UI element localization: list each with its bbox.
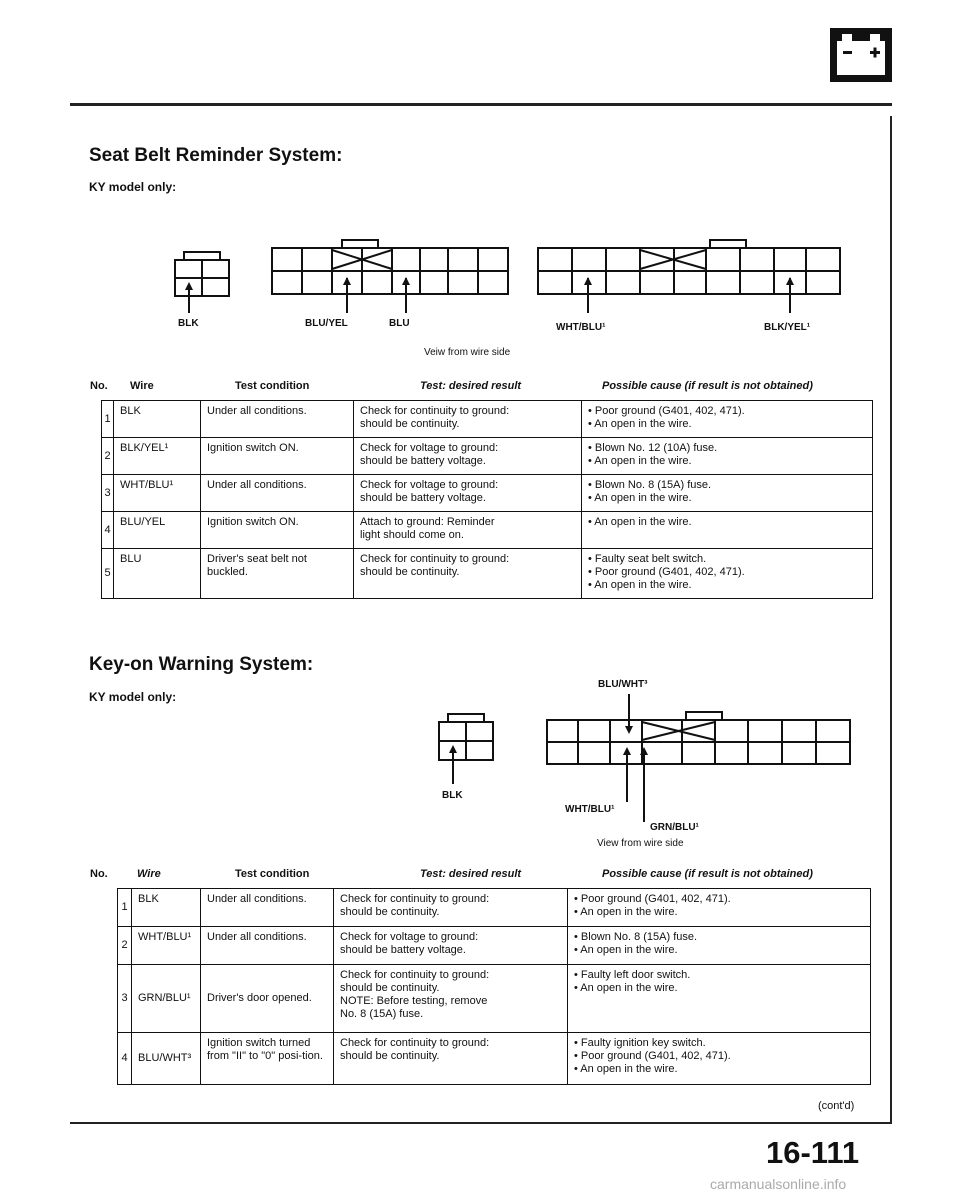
key-on-title: Key-on Warning System: [89, 654, 314, 675]
seat-belt-connector-diagram [170, 228, 850, 323]
result-cell: Check for continuity to ground: should be continuity. NOTE: Before testing, remove No. 8 (15A) fuse. [334, 965, 568, 1033]
key-on-connector-diagram [430, 694, 860, 844]
table-row [118, 1033, 871, 1085]
wire-cell: GRN/BLU¹ [132, 965, 201, 1033]
col-head-no: No. [90, 380, 108, 392]
col-head-desired-result: Test: desired result [420, 380, 522, 392]
wire-cell: BLK/YEL¹ [114, 438, 201, 475]
cause-cell: • Blown No. 12 (10A) fuse. • An open in the wire. [582, 438, 873, 475]
seat-belt-model-note: KY model only: [89, 180, 177, 194]
col-head-no: No. [90, 868, 108, 880]
result-cell: Check for continuity to ground: should be continuity. [334, 889, 568, 927]
seat-belt-table [101, 400, 873, 599]
key-on-caption: View from wire side [597, 838, 684, 849]
col-head-possible-cause: Possible cause (if result is not obtained) [602, 380, 813, 392]
wire-cell: WHT/BLU¹ [114, 475, 201, 512]
col-head-test-condition: Test condition [235, 868, 310, 880]
row-number: 2 [102, 438, 114, 475]
condition-cell: Driver's door opened. [201, 965, 334, 1033]
row-number: 3 [102, 475, 114, 512]
col-head-wire: Wire [130, 380, 154, 392]
table-row [118, 965, 871, 1033]
seat-belt-caption: Veiw from wire side [424, 347, 511, 358]
wire-cell: BLU/WHT³ [132, 1033, 201, 1085]
right-rule [890, 116, 892, 1122]
wire-label-blu: BLU [389, 318, 410, 329]
cause-cell: • Faulty left door switch. • An open in the wire. [568, 965, 871, 1033]
table-row [102, 475, 873, 512]
wire-label-blk-yel: BLK/YEL¹ [764, 322, 811, 333]
row-number: 5 [102, 549, 114, 599]
result-cell: Check for voltage to ground: should be battery voltage. [354, 438, 582, 475]
table-row [102, 549, 873, 599]
wire-cell: BLU/YEL [114, 512, 201, 549]
condition-cell: Under all conditions. [201, 927, 334, 965]
result-cell: Check for continuity to ground: should be continuity. [334, 1033, 568, 1085]
result-cell: Attach to ground: Reminder light should come on. [354, 512, 582, 549]
wire-cell: BLU [114, 549, 201, 599]
page-number: 16-111 [766, 1135, 860, 1170]
battery-icon [830, 28, 892, 82]
cause-cell: • Poor ground (G401, 402, 471). • An open in the wire. [568, 889, 871, 927]
cause-cell: • Blown No. 8 (15A) fuse. • An open in the wire. [568, 927, 871, 965]
cause-cell: • Poor ground (G401, 402, 471). • An open in the wire. [582, 401, 873, 438]
bottom-rule [70, 1122, 892, 1124]
wire-label-wht-blu: WHT/BLU¹ [556, 322, 606, 333]
result-cell: Check for continuity to ground: should be continuity. [354, 549, 582, 599]
cause-cell: • Faulty seat belt switch. • Poor ground (G401, 402, 471). • An open in the wire. [582, 549, 873, 599]
wire-label-blu-wht: BLU/WHT³ [598, 679, 648, 690]
col-head-wire: Wire [137, 868, 161, 880]
condition-cell: Ignition switch turned from "II" to "0" posi-tion. [201, 1033, 334, 1085]
table-row [102, 401, 873, 438]
cause-cell: • An open in the wire. [582, 512, 873, 549]
wire-cell: WHT/BLU¹ [132, 927, 201, 965]
col-head-possible-cause: Possible cause (if result is not obtained) [602, 868, 813, 880]
condition-cell: Ignition switch ON. [201, 438, 354, 475]
cause-cell: • Blown No. 8 (15A) fuse. • An open in the wire. [582, 475, 873, 512]
wire-label-blu-yel: BLU/YEL [305, 318, 348, 329]
wire-label-key-on-wht-blu: WHT/BLU¹ [565, 804, 615, 815]
table-row [118, 927, 871, 965]
row-number: 4 [118, 1033, 132, 1085]
wire-cell: BLK [114, 401, 201, 438]
result-cell: Check for voltage to ground: should be battery voltage. [354, 475, 582, 512]
row-number: 1 [118, 889, 132, 927]
col-head-test-condition: Test condition [235, 380, 310, 392]
table-row [102, 512, 873, 549]
table-row [118, 889, 871, 927]
condition-cell: Ignition switch ON. [201, 512, 354, 549]
wire-label-key-on-blk: BLK [442, 790, 463, 801]
condition-cell: Under all conditions. [201, 889, 334, 927]
condition-cell: Driver's seat belt not buckled. [201, 549, 354, 599]
row-number: 4 [102, 512, 114, 549]
key-on-model-note: KY model only: [89, 690, 177, 704]
condition-cell: Under all conditions. [201, 475, 354, 512]
cause-cell: • Faulty ignition key switch. • Poor ground (G401, 402, 471). • An open in the wire. [568, 1033, 871, 1085]
result-cell: Check for voltage to ground: should be battery voltage. [334, 927, 568, 965]
continued-note: (cont'd) [818, 1100, 855, 1112]
row-number: 2 [118, 927, 132, 965]
wire-cell: BLK [132, 889, 201, 927]
row-number: 3 [118, 965, 132, 1033]
wire-label-grn-blu: GRN/BLU¹ [650, 822, 699, 833]
wire-label-blk: BLK [178, 318, 199, 329]
col-head-desired-result: Test: desired result [420, 868, 522, 880]
table-row [102, 438, 873, 475]
seat-belt-title: Seat Belt Reminder System: [89, 145, 343, 166]
row-number: 1 [102, 401, 114, 438]
result-cell: Check for continuity to ground: should be continuity. [354, 401, 582, 438]
watermark: carmanualsonline.info [710, 1176, 847, 1192]
key-on-table [117, 888, 871, 1085]
top-rule [70, 103, 892, 106]
condition-cell: Under all conditions. [201, 401, 354, 438]
